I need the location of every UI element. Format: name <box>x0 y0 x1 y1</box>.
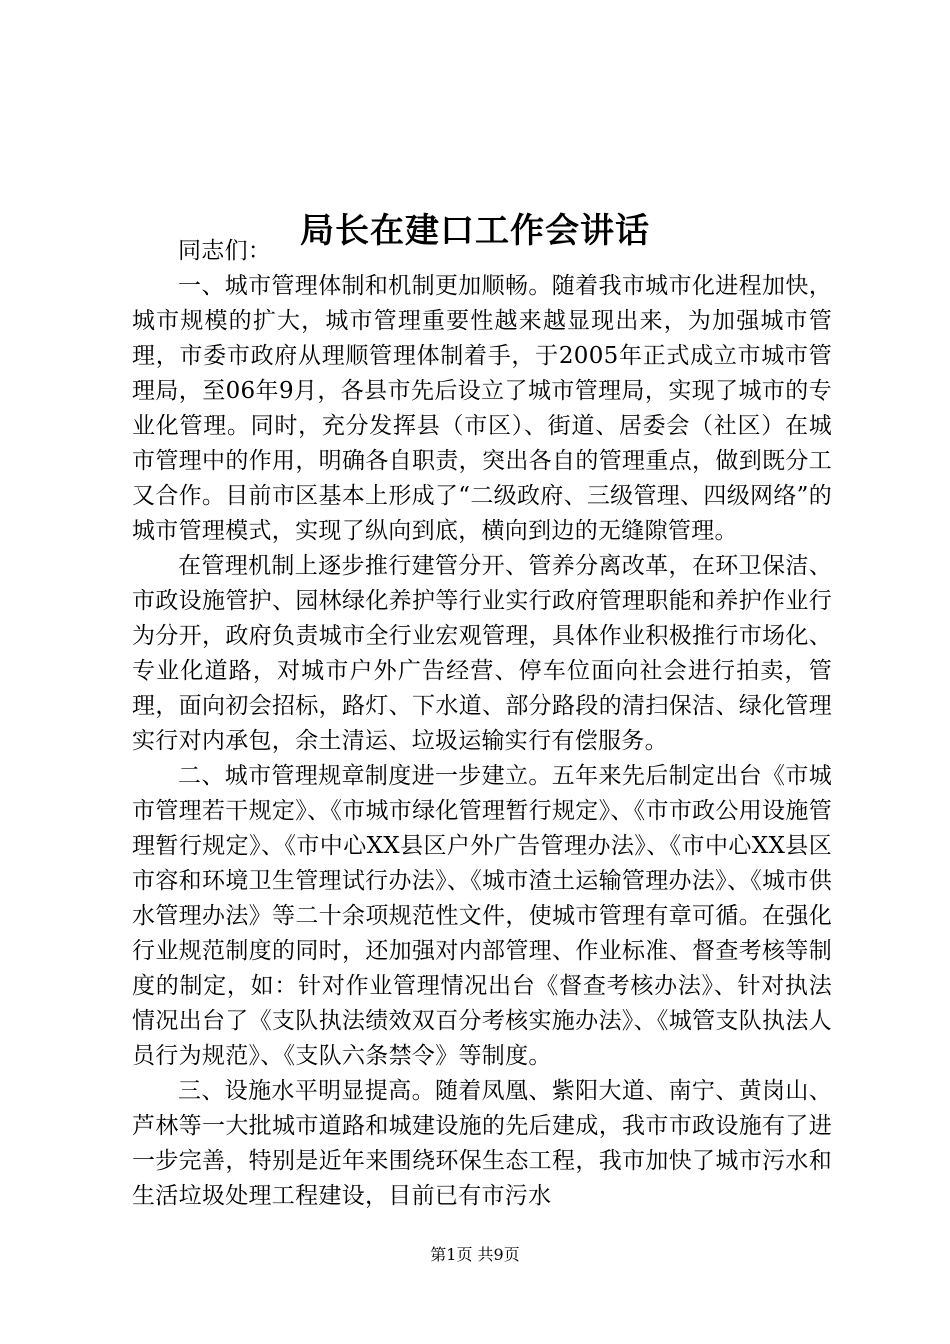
salutation: 同志们： <box>178 238 272 264</box>
paragraph-section-1: 一、城市管理体制和机制更加顺畅。随着我市城市化进程加快，城市规模的扩大，城市管理重要性越来越显现出来，为加强城市管理，市委市政府从理顺管理体制着手，于2005年正式成立市城市管理局，至06年9月，各县市先后设立了城市管理局，实现了城市的专业化管理。同时，充分发挥县（市区）、街道、居委会（社区）在城市管理中的作用，明确各自职责，突出各自的管理重点，做到既分工又合作。目前市区基本上形成了“二级政府、三级管理、四级网络”的城市管理模式，实现了纵向到底，横向到边的无缝隙管理。 <box>132 273 832 544</box>
document-body <box>132 234 832 1214</box>
page-footer: 第1页 共9页 <box>430 1245 520 1264</box>
paragraph-section-2: 二、城市管理规章制度进一步建立。五年来先后制定出台《市城市管理若干规定》、《市城市绿化管理暂行规定》、《市市政公用设施管理暂行规定》、《市中心XX县区户外广告管理办法》、《市中心XX县区市容和环境卫生管理试行办法》、《城市渣土运输管理办法》、《城市供水管理办法》等二十余项规范性文件，使城市管理有章可循。在强化行业规范制度的同时，还加强对内部管理、作业标准、督查考核等制度的制定，如：针对作业管理情况出台《督查考核办法》、针对执法情况出台了《支队执法绩效双百分考核实施办法》、《城管支队执法人员行为规范》、《支队六条禁令》等制度。 <box>132 763 832 1069</box>
document-title: 局长在建口工作会讲话 <box>300 210 650 251</box>
paragraph-section-3: 三、设施水平明显提高。随着凤凰、紫阳大道、南宁、黄岗山、芦林等一大批城市道路和城建设施的先后建成，我市市政设施有了进一步完善，特别是近年来围绕环保生态工程，我市加快了城市污水和生活垃圾处理工程建设，目前已有市污水 <box>132 1078 832 1209</box>
paragraph-management-mechanism: 在管理机制上逐步推行建管分开、管养分离改革，在环卫保洁、市政设施管护、园林绿化养护等行业实行政府管理职能和养护作业行为分开，政府负责城市全行业宏观管理，具体作业积极推行市场化、专业化道路，对城市户外广告经营、停车位面向社会进行拍卖，管理，面向初会招标，路灯、下水道、部分路段的清扫保洁、绿化管理实行对内承包，余土清运、垃圾运输实行有偿服务。 <box>132 553 832 754</box>
